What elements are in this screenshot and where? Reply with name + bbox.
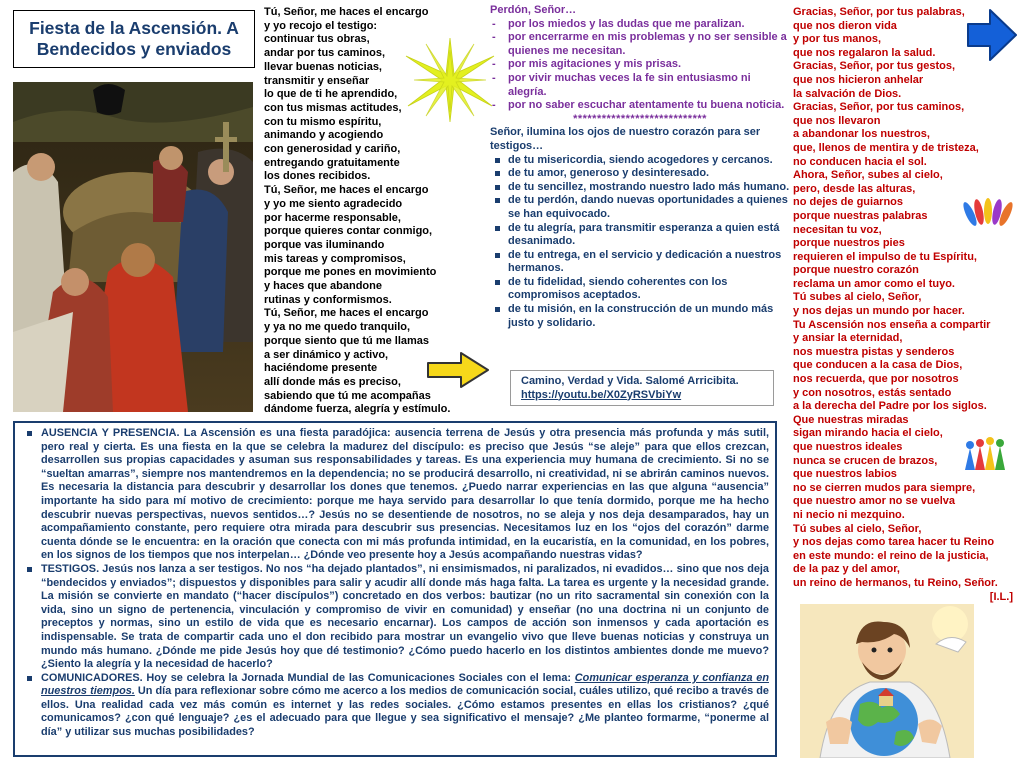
jesus-globe-illustration: [800, 604, 974, 758]
gracias-line: no se cierren mudos para siempre,: [793, 481, 976, 494]
encargo-line: y ya no me quedo tranquilo,: [264, 321, 411, 334]
illumine-item: de tu alegría, para transmitir esperanza a quien está desanimado.: [490, 222, 790, 249]
encargo-line: porque siento que tú me llamas: [264, 334, 430, 347]
gracias-line: Gracias, Señor, por tus caminos,: [793, 101, 965, 114]
pardon-item: - por los miedos y las dudas que me paralizan.: [490, 18, 790, 32]
pardon-list: [490, 18, 790, 113]
encargo-line: sabiendo que tú me acompañas: [264, 389, 431, 402]
gracias-line: un reino de hermanos, tu Reino, Señor.: [793, 576, 998, 589]
gracias-line: Tu Ascensión nos enseña a compartir: [793, 318, 991, 331]
gracias-line: nunca se crucen de brazos,: [793, 454, 938, 467]
pardon-item: - por mis agitaciones y mis prisas.: [490, 58, 790, 72]
encargo-line: allí donde más es preciso,: [264, 375, 401, 388]
gracias-line: Ahora, Señor, subes al cielo,: [793, 169, 943, 182]
gracias-line: nos recuerda, que por nosotros: [793, 373, 959, 386]
reflection-body: Hoy se celebra la Jornada Mundial de las Comunicaciones Sociales con el lema:: [142, 671, 575, 684]
gracias-line: a la derecha del Padre por los siglos.: [793, 400, 987, 413]
gracias-line: Gracias, Señor, por tus gestos,: [793, 60, 955, 73]
pardon-item: - por no saber escuchar atentamente tu buena noticia.: [490, 99, 790, 113]
reflection-item-testigos: [19, 563, 769, 672]
gracias-line: la salvación de Dios.: [793, 87, 902, 100]
gracias-line: que nos dieron vida: [793, 19, 897, 32]
gracias-line: y por tus manos,: [793, 33, 882, 46]
gracias-line: porque nuestro corazón: [793, 264, 919, 277]
jornada-motto: Comunicar esperanza y confianza en nuestros tiempos.: [41, 671, 769, 698]
encargo-line: y yo recojo el testigo:: [264, 19, 378, 32]
title-line-2: Bendecidos y enviados: [36, 39, 232, 59]
encargo-line: andar por tus caminos,: [264, 47, 386, 60]
title-box: [13, 10, 255, 68]
illumine-item: de tu fidelidad, siendo coherentes con los compromisos aceptados.: [490, 276, 790, 303]
pardon-item: - por vivir muchas veces la fe sin entusiasmo ni alegría.: [490, 72, 790, 99]
gracias-line: que conducen a la casa de Dios,: [793, 359, 963, 372]
encargo-line: porque quieres contar conmigo,: [264, 225, 433, 238]
gracias-line: que nuestro amor no se vuelva: [793, 495, 955, 508]
gracias-line: necesitan tu voz,: [793, 223, 882, 236]
encargo-line: los dones recibidos.: [264, 170, 371, 183]
gracias-line: a abandonar los nuestros,: [793, 128, 930, 141]
gracias-line: no dejes de guiarnos: [793, 196, 904, 209]
encargo-line: lo que de ti he aprendido,: [264, 88, 398, 101]
yellow-arrow-icon: [425, 350, 491, 395]
title-line-1: Fiesta de la Ascensión. A: [29, 18, 239, 38]
reflection-item-ausencia: [19, 427, 769, 563]
encargo-line: haciéndome presente: [264, 362, 378, 375]
ascension-painting: [13, 82, 253, 412]
encargo-line: llevar buenas noticias,: [264, 60, 382, 73]
reflection-heading: TESTIGOS.: [41, 562, 100, 575]
illumine-list: [490, 154, 790, 331]
gracias-line: y con nosotros, estás sentado: [793, 386, 952, 399]
illumine-item: de tu misericordia, siendo acogedores y cercanos.: [490, 154, 790, 168]
illumine-item: de tu amor, generoso y desinteresado.: [490, 167, 790, 181]
gracias-line: que nuestros labios: [793, 468, 897, 481]
illumine-item: de tu misión, en la construcción de un mundo más justo y solidario.: [490, 303, 790, 330]
encargo-line: mis tareas y compromisos,: [264, 252, 406, 265]
encargo-line: rutinas y conformismos.: [264, 293, 392, 306]
gracias-line: que nos hicieron anhelar: [793, 73, 924, 86]
song-credit: Camino, Verdad y Vida. Salomé Arricibita.: [521, 375, 739, 387]
illumine-item: de tu entrega, en el servicio y dedicación a nuestros hermanos.: [490, 249, 790, 276]
encargo-line: Tú, Señor, me haces el encargo: [264, 6, 429, 18]
gracias-line: que nos llevaron: [793, 114, 881, 127]
colorful-figures-icon: [962, 434, 1012, 477]
feathers-icon: [962, 196, 1018, 237]
reflection-item-comunicadores: [19, 672, 769, 740]
song-credit-box: [510, 370, 774, 406]
gracias-line: no conducen hacia el sol.: [793, 155, 927, 168]
encargo-line: dándome fuerza, alegría y estímulo.: [264, 403, 451, 416]
encargo-line: Tú, Señor, me haces el encargo: [264, 184, 429, 197]
gracias-line: Tú subes al cielo, Señor,: [793, 522, 922, 535]
prayer-perdon: [490, 4, 790, 330]
gracias-line: y nos dejas como tarea hacer tu Reino: [793, 536, 995, 549]
song-link[interactable]: https://youtu.be/X0ZyRSVbiYw: [521, 388, 682, 401]
signature: [I.L.]: [989, 590, 1013, 603]
reflection-box: [13, 421, 777, 757]
gracias-line: sigan mirando hacia el cielo,: [793, 427, 943, 440]
gracias-line: porque nuestros pies: [793, 237, 905, 250]
gracias-line: pero, desde las alturas,: [793, 182, 916, 195]
reflection-heading: AUSENCIA Y PRESENCIA.: [41, 427, 180, 439]
gracias-line: que nos regalaron la salud.: [793, 46, 936, 59]
encargo-line: y yo me siento agradecido: [264, 197, 403, 210]
reflection-body: Un día para reflexionar sobre cómo me acerco a los medios de comunicación social, cuáles utilizo, qué recibo a través de ellos. Una realidad cada vez más común es internet y las redes sociales. ¿Cómo estamos presentes en ellas los cristianos? ¿qué comunicamos? ¿con qué lenguaje? ¿es el adecuado para que llegue y sea significativo el mensaje? ¿Me planteo formarme, “ponerme al día” y utilizar sus muchas posibilidades?: [41, 685, 769, 739]
reflection-heading: COMUNICADORES.: [41, 671, 143, 684]
separator: ****************************: [573, 112, 707, 125]
encargo-line: con tu mismo espíritu,: [264, 115, 382, 128]
gracias-line: que, llenos de mentira y de tristeza,: [793, 141, 979, 154]
encargo-line: con tus mismas actitudes,: [264, 101, 402, 114]
gracias-line: Tú subes al cielo, Señor,: [793, 291, 922, 304]
page-title: [29, 18, 239, 60]
gracias-line: nos muestra pistas y senderos: [793, 345, 955, 358]
gracias-line: Que nuestras miradas: [793, 413, 909, 426]
encargo-line: entregando gratuitamente: [264, 156, 400, 169]
gracias-line: que nuestros ideales: [793, 441, 903, 453]
illumine-intro: Señor, ilumina los ojos de nuestro corazón para ser testigos…: [490, 126, 761, 152]
gracias-line: en este mundo: el reino de la justicia,: [793, 549, 989, 562]
encargo-line: porque me pones en movimiento: [264, 266, 437, 279]
encargo-line: con generosidad y cariño,: [264, 143, 401, 156]
encargo-line: continuar tus obras,: [264, 33, 370, 46]
gracias-line: ni necio ni mezquino.: [793, 508, 905, 521]
encargo-line: y haces que abandone: [264, 280, 382, 293]
reflection-body: La Ascensión es una fiesta paradójica: ausencia terrena de Jesús y otra presencia más profunda y más sutil, pero real y cierta. Es una fiesta en la que se celebra la madurez del discípulo: es preciso que Jesús “se aleje” para que ellos crezcan, desarrollen sus propias capacidades y asuman sus responsabilidades y tareas. Es una experiencia muy humana de crecimiento. Si no se “sueltan amarras”, siempre nos mantendremos en la dependencia; no se producirá desarrollo, ni creatividad, ni se abrirán caminos nuevos. Es necesaria la distancia para descubrir y desarrollar los dones que tenemos. ¿Puedo narrar experiencias en las que alguna “ausencia” importante ha sido para mí motivo de crecimiento: porque me haya servido para desarrollar lo que tenía dormido, porque me ha hecho descubrir nuevas perspectivas, nuevos sentidos…? Jesús no se desentiende de nosotros, no se aleja y nos deja desamparados, hay un acompañamiento constante, pero requiere otra mirada para descubrir sus presencias. Necesitamos luz en los “ojos del corazón” darme cuenta dónde se le encuentra: en la oración que conecta con mi más profunda intimidad, en la eucaristía, en la comunidad, en los pobres, en los signos de los tiempos que nos interpelan… ¿Dónde veo presente hoy a Jesús acompañando nuestras vidas?: [41, 427, 770, 562]
illumine-item: de tu perdón, dando nuevas oportunidades a quienes se han equivocado.: [490, 194, 790, 221]
encargo-line: Tú, Señor, me haces el encargo: [264, 307, 429, 320]
star-burst-icon: [404, 36, 496, 129]
prayer-gracias: [793, 6, 1021, 604]
encargo-line: transmitir y enseñar: [264, 74, 370, 87]
gracias-line: requieren el impulso de tu Espíritu,: [793, 250, 977, 263]
encargo-line: porque vas iluminando: [264, 238, 385, 251]
encargo-line: animando y acogiendo: [264, 129, 384, 142]
gracias-line: porque nuestras palabras: [793, 209, 928, 222]
gracias-line: y ansiar la eternidad,: [793, 332, 903, 345]
gracias-line: Gracias, Señor, por tus palabras,: [793, 6, 965, 18]
gracias-line: y nos dejas un mundo por hacer.: [793, 305, 965, 318]
gracias-line: reclama un amor como el tuyo.: [793, 277, 955, 290]
perdon-heading: Perdón, Señor…: [490, 4, 577, 16]
encargo-line: por hacerme responsable,: [264, 211, 401, 224]
gracias-line: de la paz y del amor,: [793, 563, 900, 576]
encargo-line: a ser dinámico y activo,: [264, 348, 389, 361]
pardon-item: - por encerrarme en mis problemas y no ser sensible a quienes me necesitan.: [490, 31, 790, 58]
illumine-item: de tu sencillez, mostrando nuestro lado más humano.: [490, 181, 790, 195]
reflection-body: Jesús nos lanza a ser testigos. No nos “ha dejado plantados”, ni ensimismados, ni paralizados, ni evadidos… sino que nos deja “bendecidos y enviados”; dispuestos y disponibles para salir y acudir allí donde más haga falta. La tarea es urgente y la necesidad grande. La misión se convierte en mandato (“hacer discípulos”) concretado en dos verbos: bautizar (no un rito sacramental sin conexión con la vida, sino un signo de pertenencia, vinculación y compromiso de vivir en comunidad) y enseñar (no una doctrina ni un conjunto de preceptos y normas, sino un estilo de vida que es necesario encarnar). Los campos de acción son inmensos y cada aportación es indispensable. Se trata de compartir cada uno el don recibido para mostrar un evangelio vivo que lleve buenas noticias y construya un mundo más humano. ¿Dónde me pide Jesús hoy que dé testimonio? ¿Cómo puedo hacerlo en los distintos ambientes donde me muevo? ¿Siento la alegría y la necesidad de hacerlo?: [41, 562, 769, 671]
